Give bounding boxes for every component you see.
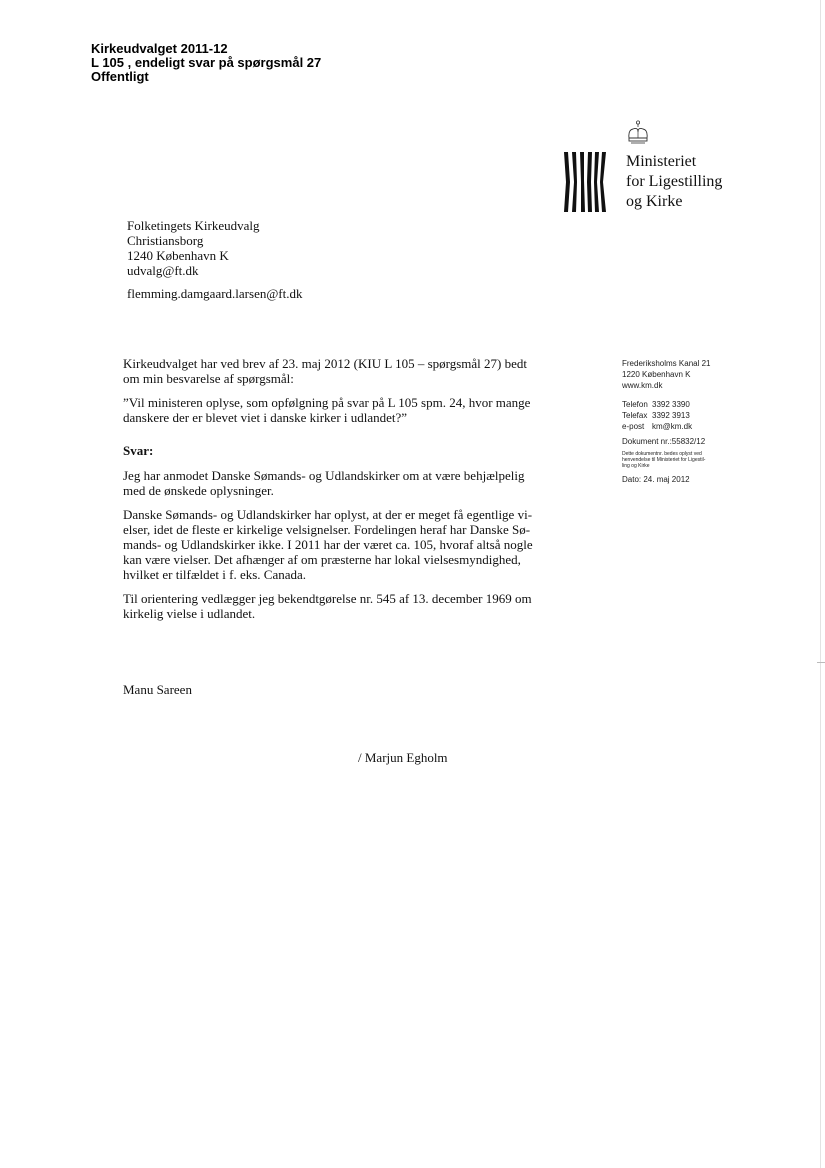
intro-paragraph	[123, 356, 568, 386]
question-line: ”Vil ministeren oplyse, som opfølgning på svar på L 105 spm. 24, hvor mange	[123, 395, 531, 410]
answer-line: hvilket er tilfældet i f. eks. Canada.	[123, 567, 307, 582]
answer-paragraph-3	[123, 591, 568, 621]
phone-label: Telefon	[622, 400, 648, 409]
document-number: Dokument nr.:55832/12	[622, 437, 706, 446]
document-header	[91, 42, 321, 84]
crown-icon	[626, 120, 650, 146]
secretary-signature: / Marjun Egholm	[358, 750, 448, 765]
sender-street: Frederiksholms Kanal 21	[622, 359, 711, 368]
fax-number: 3392 3913	[652, 411, 690, 420]
sender-phone-row	[622, 399, 742, 410]
bill-reference: L 105 , endeligt svar på spørgsmål 27	[91, 55, 322, 70]
recipient-email: udvalg@ft.dk	[127, 263, 199, 278]
document-note-line2: henvendelse til Ministeriet for Ligestil-	[622, 457, 706, 463]
recipient-city: 1240 København K	[127, 248, 229, 263]
sender-email-row	[622, 421, 742, 432]
ministry-name-line3: og Kirke	[626, 193, 683, 210]
classification: Offentligt	[91, 69, 149, 84]
answer-line: mands- og Udlandskirker ikke. I 2011 har der været ca. 105, hvoraf altså nogle	[123, 537, 533, 552]
recipient-address	[127, 218, 303, 301]
answer-line: kirkelig vielse i udlandet.	[123, 606, 256, 621]
committee-session: Kirkeudvalget 2011-12	[91, 41, 228, 56]
answer-paragraph-1	[123, 468, 568, 498]
question-paragraph	[123, 395, 568, 425]
answer-line: kan være vielser. Det afhænger af om præsterne har lokal vielsesmyndighed,	[123, 552, 521, 567]
intro-line: Kirkeudvalget har ved brev af 23. maj 2012 (KIU L 105 – spørgsmål 27) bedt	[123, 356, 527, 371]
recipient-name: Folketingets Kirkeudvalg	[127, 218, 260, 233]
fax-label: Telefax	[622, 411, 648, 420]
document-note-line3: ling og Kirke	[622, 463, 650, 469]
ministry-name-line1: Ministeriet	[626, 153, 697, 170]
answer-line: Til orientering vedlægger jeg bekendtgørelse nr. 545 af 13. december 1969 om	[123, 591, 532, 606]
answer-line: med de ønskede oplysninger.	[123, 483, 274, 498]
answer-line: elser, idet de fleste er kirkelige velsignelser. Fordelingen heraf har Danske Sø-	[123, 522, 531, 537]
sender-city: 1220 København K	[622, 370, 691, 379]
sender-info-column	[622, 358, 742, 485]
answer-paragraph-2	[123, 507, 568, 582]
answer-line: Danske Sømands- og Udlandskirker har oplyst, at der er meget få egentlige vi-	[123, 507, 533, 522]
phone-number: 3392 3390	[652, 400, 690, 409]
recipient-building: Christiansborg	[127, 233, 204, 248]
email-label: e-post	[622, 422, 645, 431]
question-line: danskere der er blevet viet i danske kirker i udlandet?”	[123, 410, 408, 425]
scan-mark	[817, 662, 825, 663]
stripes-emblem-icon	[563, 152, 607, 212]
ministry-name	[626, 152, 722, 212]
answer-heading: Svar:	[123, 443, 154, 458]
email-address: km@km.dk	[652, 422, 693, 431]
letter-body	[123, 356, 568, 630]
sender-fax-row	[622, 410, 742, 421]
ministry-name-line2: for Ligestilling	[626, 173, 723, 190]
document-note-line1: Dette dokumentnr. bedes oplyst ved	[622, 451, 702, 457]
document-date: Dato: 24. maj 2012	[622, 475, 690, 484]
intro-line: om min besvarelse af spørgsmål:	[123, 371, 294, 386]
minister-signature: Manu Sareen	[123, 682, 192, 697]
sender-web: www.km.dk	[622, 381, 663, 390]
ministry-logo	[560, 120, 790, 220]
answer-line: Jeg har anmodet Danske Sømands- og Udlandskirker om at være behjælpelig	[123, 468, 525, 483]
scan-edge-line	[820, 0, 821, 1168]
recipient-email-secondary: flemming.damgaard.larsen@ft.dk	[127, 286, 303, 301]
